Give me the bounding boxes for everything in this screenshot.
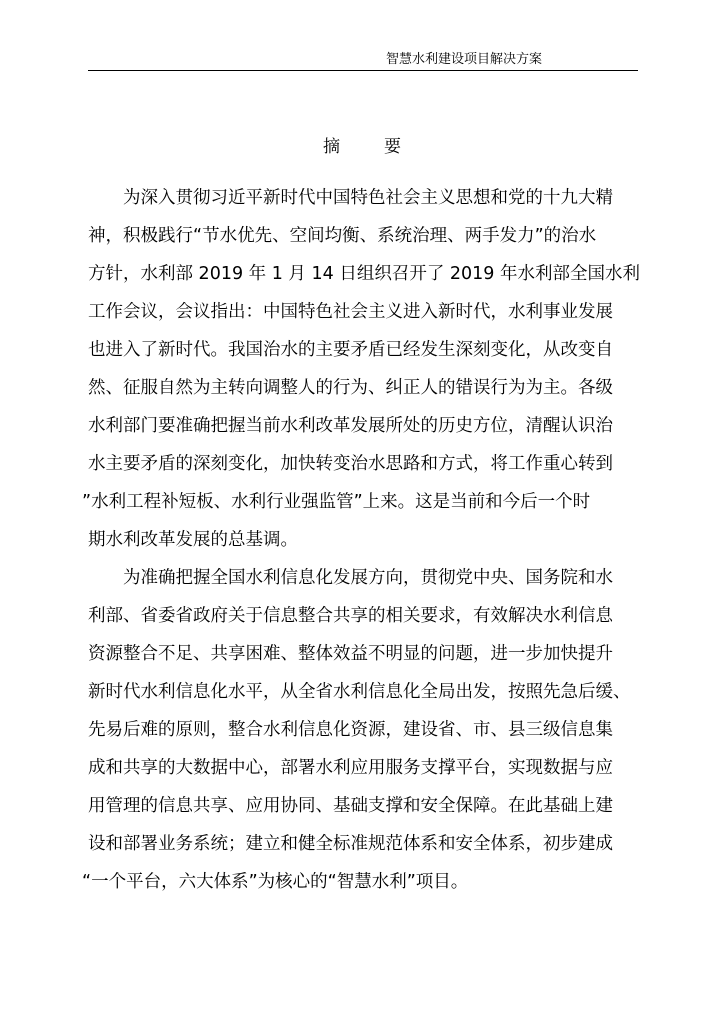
paragraph-line: 神，积极践行“节水优先、空间均衡、系统治理、两手发力”的治水 (88, 226, 597, 246)
abstract-title (0, 135, 724, 159)
paragraph-line: “一个平台，六大体系”为核心的“智慧水利”项目。 (82, 872, 469, 892)
paragraph-line: 方针，水利部 2019 年 1 月 14 日组织召开了 2019 年水利部全国水利 (88, 264, 640, 284)
paragraph-line: 水主要矛盾的深刻变化，加快转变治水思路和方式，将工作重心转到 (88, 454, 613, 474)
paragraph-line: 利部、省委省政府关于信息整合共享的相关要求，有效解决水利信息 (88, 606, 613, 626)
paragraph-2 (82, 559, 648, 901)
paragraph-line: ”水利工程补短板、水利行业强监管”上来。这是当前和今后一个时 (82, 492, 591, 512)
paragraph-line: 工作会议，会议指出：中国特色社会主义进入新时代，水利事业发展 (88, 302, 613, 322)
abstract-title-char-2: 要 (384, 137, 401, 157)
abstract-title-char-1: 摘 (323, 137, 340, 157)
paragraph-line: 为深入贯彻习近平新时代中国特色社会主义思想和党的十九大精 (123, 188, 613, 208)
paragraph-line: 成和共享的大数据中心，部署水利应用服务支撑平台，实现数据与应 (88, 758, 613, 778)
paragraph-line: 新时代水利信息化水平，从全省水利信息化全局出发，按照先急后缓、 (88, 682, 631, 702)
paragraph-line: 也进入了新时代。我国治水的主要矛盾已经发生深刻变化，从改变自 (88, 340, 613, 360)
paragraph-line: 用管理的信息共享、应用协同、基础支撑和安全保障。在此基础上建 (88, 796, 613, 816)
body-text (82, 179, 648, 901)
paragraph-line: 资源整合不足、共享困难、整体效益不明显的问题，进一步加快提升 (88, 644, 613, 664)
paragraph-line: 水利部门要准确把握当前水利改革发展所处的历史方位，清醒认识治 (88, 416, 613, 436)
paragraph-line: 为准确把握全国水利信息化发展方向，贯彻党中央、国务院和水 (123, 568, 613, 588)
page-header (88, 50, 638, 71)
header-title: 智慧水利建设项目解决方案 (385, 52, 542, 67)
paragraph-line: 期水利改革发展的总基调。 (88, 530, 298, 550)
paragraph-line: 设和部署业务系统；建立和健全标准规范体系和安全体系，初步建成 (88, 834, 613, 854)
paragraph-line: 然、征服自然为主转向调整人的行为、纠正人的错误行为为主。各级 (88, 378, 613, 398)
paragraph-1 (82, 179, 648, 559)
paragraph-line: 先易后难的原则，整合水利信息化资源，建设省、市、县三级信息集 (88, 720, 613, 740)
